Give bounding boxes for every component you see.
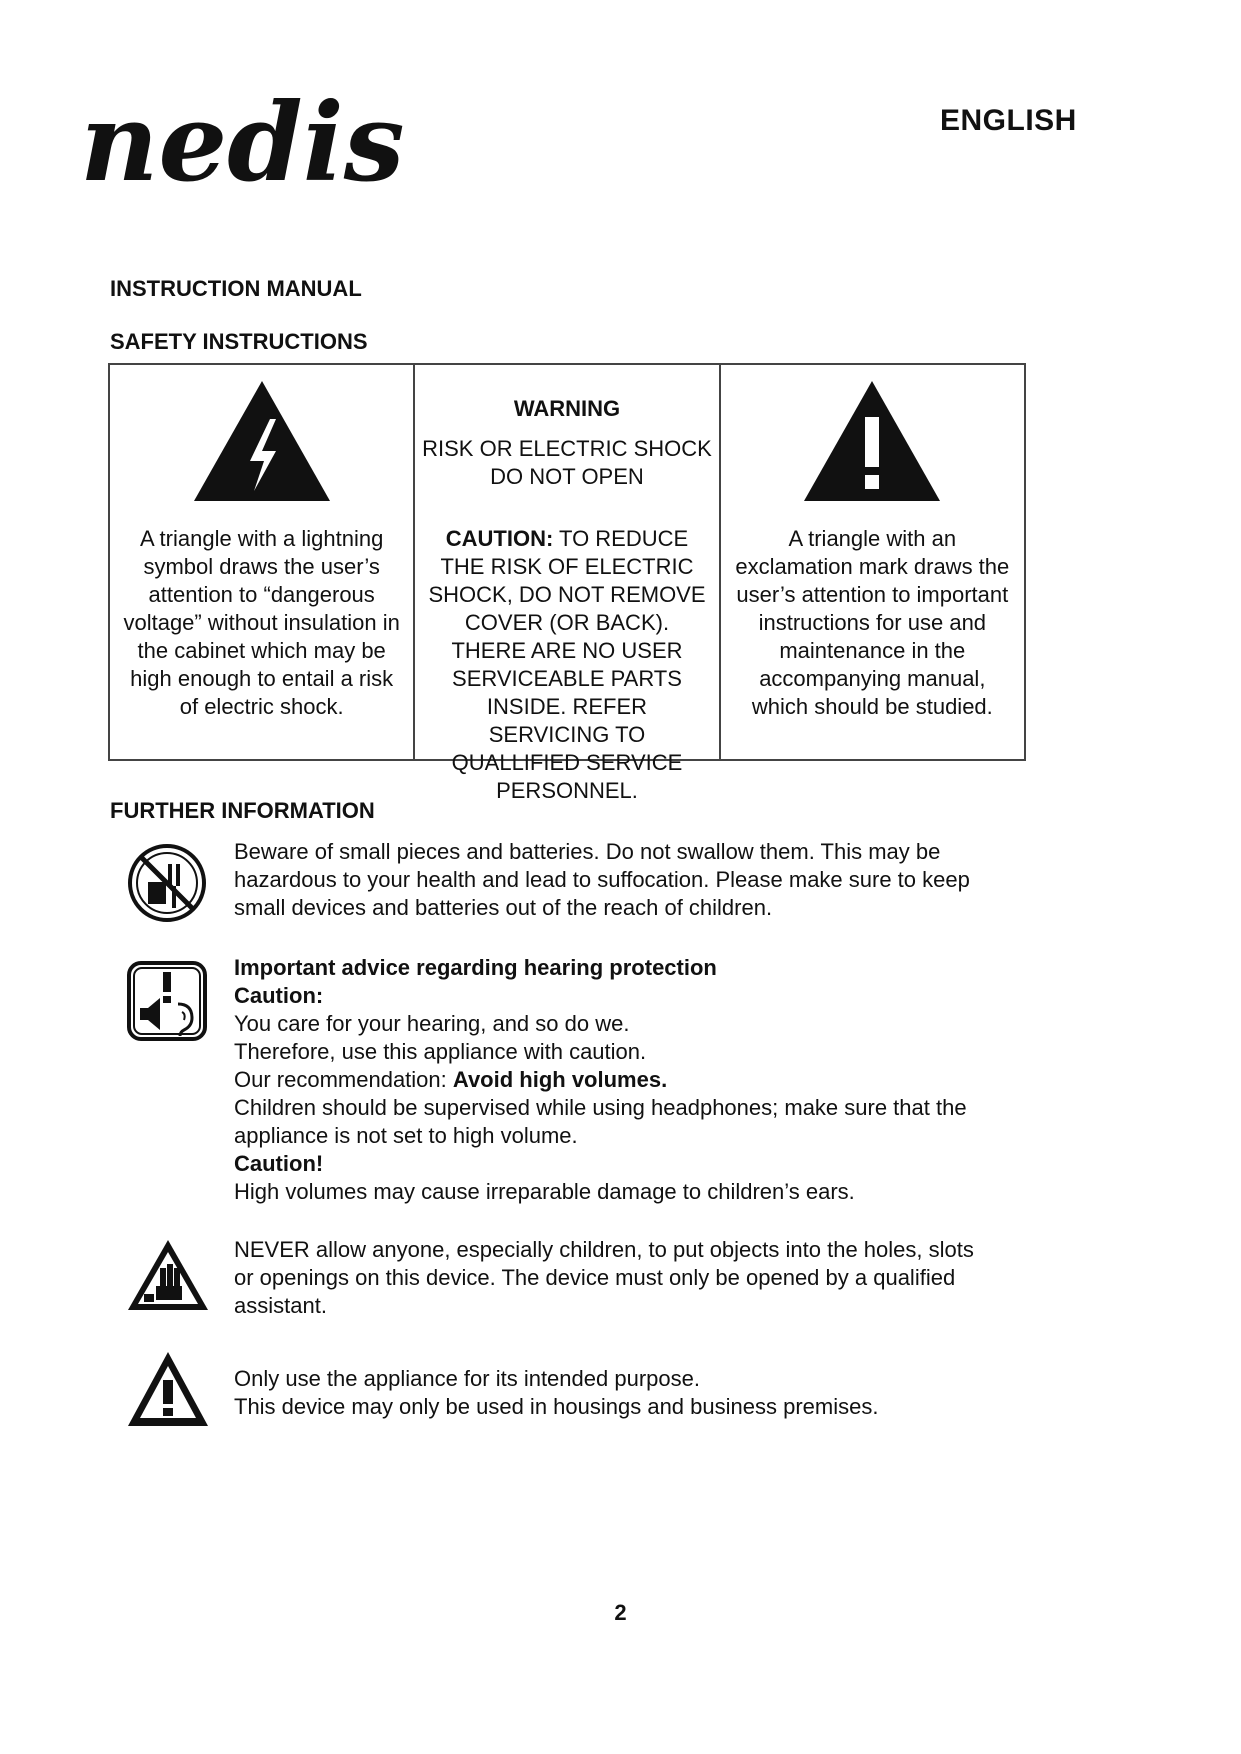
caution-text: TO REDUCE THE RISK OF ELECTRIC SHOCK, DO NOT REMOVE COVER (OR BACK). THERE ARE NO USER SERVICEABLE PARTS INSIDE. REFER SERVICING TO QUALLIFIED SERVICE PERSONNEL. [428,526,706,803]
warning-triangle-icon [126,1350,210,1430]
safety-heading: SAFETY INSTRUCTIONS [110,329,368,354]
language-label: ENGLISH [940,104,1077,137]
objects-warning-text: NEVER allow anyone, especially children, to put objects into the holes, slots or openings on this device. The device must only be opened by a qualified assistant. [234,1237,974,1318]
further-heading: FURTHER INFORMATION [110,798,375,823]
page-number: 2 [614,1600,627,1625]
warning-cell-lightning [110,365,413,759]
warning-cell-center [413,365,718,803]
manual-heading: INSTRUCTION MANUAL [110,276,362,301]
hearing-title: Important advice regarding hearing protection [234,955,717,980]
lightning-description: A triangle with a lightning symbol draws the user’s attention to “dangerous voltage” without insulation in the cabinet which may be high enough to entail a risk of electric shock. [123,526,400,719]
hearing-caution-1: Caution: [234,983,324,1008]
caution-label: CAUTION: [445,526,554,551]
hearing-caution-2: Caution! [234,1151,324,1176]
recommendation-bold: Avoid high volumes. [452,1067,668,1092]
risk-line-2: DO NOT OPEN [490,464,644,489]
purpose-line-2: This device may only be used in housings and business premises. [234,1394,879,1419]
exclamation-triangle-icon [802,379,942,503]
hearing-recommendation [234,1066,994,1094]
hearing-line-2: Therefore, use this appliance with caution. [234,1039,647,1064]
warning-table [108,363,1026,803]
recommendation-prefix: Our recommendation: [234,1067,453,1092]
no-objects-hand-icon [126,1238,210,1314]
risk-line-1: RISK OR ELECTRIC SHOCK [422,436,712,461]
lightning-triangle-icon [192,379,332,503]
hearing-line-4: High volumes may cause irreparable damage to children’s ears. [234,1179,855,1204]
nedis-logo [80,92,460,202]
hearing-line-1: You care for your hearing, and so do we. [234,1011,630,1036]
hearing-line-3: Children should be supervised while using headphones; make sure that the appliance is not set to high volume. [234,1095,967,1148]
hearing-protection-icon [126,960,208,1042]
purpose-section [234,1365,994,1421]
hearing-section [234,954,994,1206]
exclamation-description: A triangle with an exclamation mark draws the user’s attention to important instructions for use and maintenance in the accompanying manual, which should be studied. [735,526,1010,719]
no-small-parts-icon [126,842,208,924]
small-parts-text: Beware of small pieces and batteries. Do not swallow them. This may be hazardous to your health and lead to suffocation. Please make sure to keep small devices and batteries out of the reach of children. [234,839,970,920]
logo-text: nedis [80,92,405,202]
caution-text-block [427,525,706,805]
purpose-line-1: Only use the appliance for its intended purpose. [234,1366,700,1391]
warning-title: WARNING [513,396,621,421]
warning-cell-exclamation [719,365,1024,759]
